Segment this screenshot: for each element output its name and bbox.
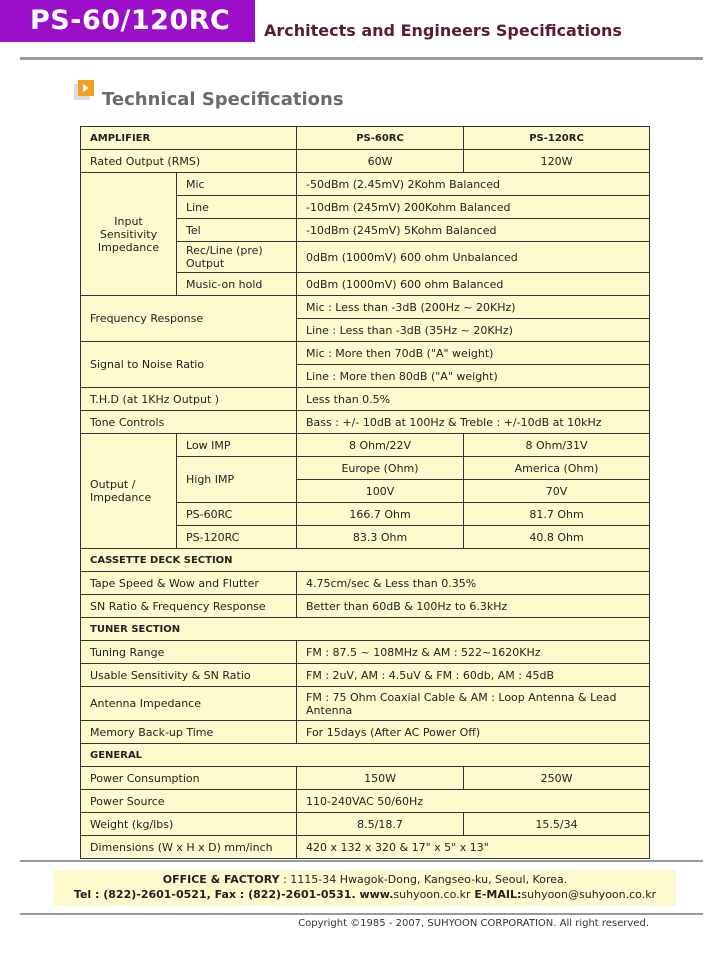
- row-label: Line: [177, 196, 297, 219]
- table-row: [81, 664, 650, 687]
- cell-value: 250W: [464, 767, 650, 790]
- table-row: [81, 411, 650, 434]
- table-header-row: [81, 127, 650, 150]
- cell-value: 81.7 Ohm: [464, 503, 650, 526]
- page-subtitle: Architects and Engineers Specifications: [264, 21, 622, 40]
- cell-value: 60W: [297, 150, 464, 173]
- top-divider: [20, 57, 703, 60]
- row-label: Tuning Range: [81, 641, 297, 664]
- website-link[interactable]: suhyoon.co.kr: [393, 888, 471, 901]
- contact-line: [54, 887, 676, 902]
- row-label: Rated Output (RMS): [81, 150, 297, 173]
- table-row: [81, 595, 650, 618]
- table-row: [81, 836, 650, 859]
- ps60-header: PS-60RC: [297, 127, 464, 150]
- footer-divider-bottom: [20, 913, 703, 915]
- row-label: Usable Sensitivity & SN Ratio: [81, 664, 297, 687]
- row-label: Power Source: [81, 790, 297, 813]
- row-label: Dimensions (W x H x D) mm/inch: [81, 836, 297, 859]
- cell-value: FM : 2uV, AM : 4.5uV & FM : 60db, AM : 45dB: [297, 664, 650, 687]
- email-link[interactable]: suhyoon@suhyoon.co.kr: [521, 888, 657, 901]
- row-label: Antenna Impedance: [81, 687, 297, 721]
- section-header-row: [81, 744, 650, 767]
- ps120-header: PS-120RC: [464, 127, 650, 150]
- cell-value: Europe (Ohm): [297, 457, 464, 480]
- cell-value: Mic : Less than -3dB (200Hz ~ 20KHz): [297, 296, 650, 319]
- row-label: High IMP: [177, 457, 297, 503]
- row-label: Music-on hold: [177, 273, 297, 296]
- cell-value: For 15days (After AC Power Off): [297, 721, 650, 744]
- cell-value: 0dBm (1000mV) 600 ohm Balanced: [297, 273, 650, 296]
- cell-value: Line : Less than -3dB (35Hz ~ 20KHz): [297, 319, 650, 342]
- group-label: Output / Impedance: [81, 434, 177, 549]
- cell-value: -50dBm (2.45mV) 2Kohm Balanced: [297, 173, 650, 196]
- section-title: Technical Specifications: [102, 89, 344, 110]
- table-row: [81, 572, 650, 595]
- table-row: [81, 721, 650, 744]
- amplifier-header: AMPLIFIER: [81, 127, 297, 150]
- table-row: [81, 342, 650, 365]
- cell-value: FM : 87.5 ~ 108MHz & AM : 522~1620KHz: [297, 641, 650, 664]
- cell-value: FM : 75 Ohm Coaxial Cable & AM : Loop Antenna & Lead Antenna: [297, 687, 650, 721]
- table-row: [81, 434, 650, 457]
- cell-value: Mic : More then 70dB ("A" weight): [297, 342, 650, 365]
- office-label: OFFICE & FACTORY: [162, 873, 280, 886]
- cell-value: -10dBm (245mV) 5Kohm Balanced: [297, 219, 650, 242]
- table-row: [81, 813, 650, 836]
- tuner-section-header: TUNER SECTION: [81, 618, 650, 641]
- cell-value: America (Ohm): [464, 457, 650, 480]
- arrow-right-icon: [78, 80, 94, 96]
- cell-value: 8 Ohm/22V: [297, 434, 464, 457]
- row-label: Tel: [177, 219, 297, 242]
- cell-value: 110-240VAC 50/60Hz: [297, 790, 650, 813]
- cell-value: -10dBm (245mV) 200Kohm Balanced: [297, 196, 650, 219]
- cell-value: Bass : +/- 10dB at 100Hz & Treble : +/-10dB at 10kHz: [297, 411, 650, 434]
- table-row: [81, 173, 650, 196]
- cell-value: Better than 60dB & 100Hz to 6.3kHz: [297, 595, 650, 618]
- copyright: Copyright ©1985 - 2007, SUHYOON CORPORATION. All right reserved.: [298, 918, 649, 929]
- row-label: PS-60RC: [177, 503, 297, 526]
- cell-value: 83.3 Ohm: [297, 526, 464, 549]
- model-title: PS-60/120RC: [0, 0, 255, 42]
- cell-value: 4.75cm/sec & Less than 0.35%: [297, 572, 650, 595]
- office-address: : 1115-34 Hwagok-Dong, Kangseo-ku, Seoul, Korea.: [279, 873, 568, 886]
- cell-value: 40.8 Ohm: [464, 526, 650, 549]
- row-label: Tone Controls: [81, 411, 297, 434]
- table-row: [81, 150, 650, 173]
- table-row: [81, 388, 650, 411]
- row-label: PS-120RC: [177, 526, 297, 549]
- general-section-header: GENERAL: [81, 744, 650, 767]
- section-header-row: [81, 618, 650, 641]
- office-info: [54, 870, 676, 906]
- footer-divider-top: [20, 860, 703, 862]
- row-label: SN Ratio & Frequency Response: [81, 595, 297, 618]
- cell-value: 8 Ohm/31V: [464, 434, 650, 457]
- cell-value: 150W: [297, 767, 464, 790]
- table-row: [81, 687, 650, 721]
- email-label: E-MAIL:: [470, 888, 522, 901]
- table-row: [81, 790, 650, 813]
- cell-value: 420 x 132 x 320 & 17" x 5" x 13": [297, 836, 650, 859]
- cell-value: 0dBm (1000mV) 600 ohm Unbalanced: [297, 242, 650, 273]
- spec-table: [80, 126, 650, 859]
- office-address-line: [54, 872, 676, 887]
- cell-value: Less than 0.5%: [297, 388, 650, 411]
- cell-value: 166.7 Ohm: [297, 503, 464, 526]
- row-label: Frequency Response: [81, 296, 297, 342]
- table-row: [81, 296, 650, 319]
- cell-value: 70V: [464, 480, 650, 503]
- row-label: Power Consumption: [81, 767, 297, 790]
- cell-value: 100V: [297, 480, 464, 503]
- tel-fax: Tel : (822)-2601-0521, Fax : (822)-2601-0531. www.: [73, 888, 394, 901]
- cell-value: 15.5/34: [464, 813, 650, 836]
- cell-value: Line : More then 80dB ("A" weight): [297, 365, 650, 388]
- cell-value: 120W: [464, 150, 650, 173]
- row-label: Tape Speed & Wow and Flutter: [81, 572, 297, 595]
- cassette-section-header: CASSETTE DECK SECTION: [81, 549, 650, 572]
- row-label: Weight (kg/lbs): [81, 813, 297, 836]
- row-label: Rec/Line (pre) Output: [177, 242, 297, 273]
- table-row: [81, 641, 650, 664]
- row-label: T.H.D (at 1KHz Output ): [81, 388, 297, 411]
- row-label: Mic: [177, 173, 297, 196]
- row-label: Low IMP: [177, 434, 297, 457]
- table-row: [81, 767, 650, 790]
- row-label: Signal to Noise Ratio: [81, 342, 297, 388]
- row-label: Memory Back-up Time: [81, 721, 297, 744]
- section-header-row: [81, 549, 650, 572]
- group-label: Input Sensitivity Impedance: [81, 173, 177, 296]
- cell-value: 8.5/18.7: [297, 813, 464, 836]
